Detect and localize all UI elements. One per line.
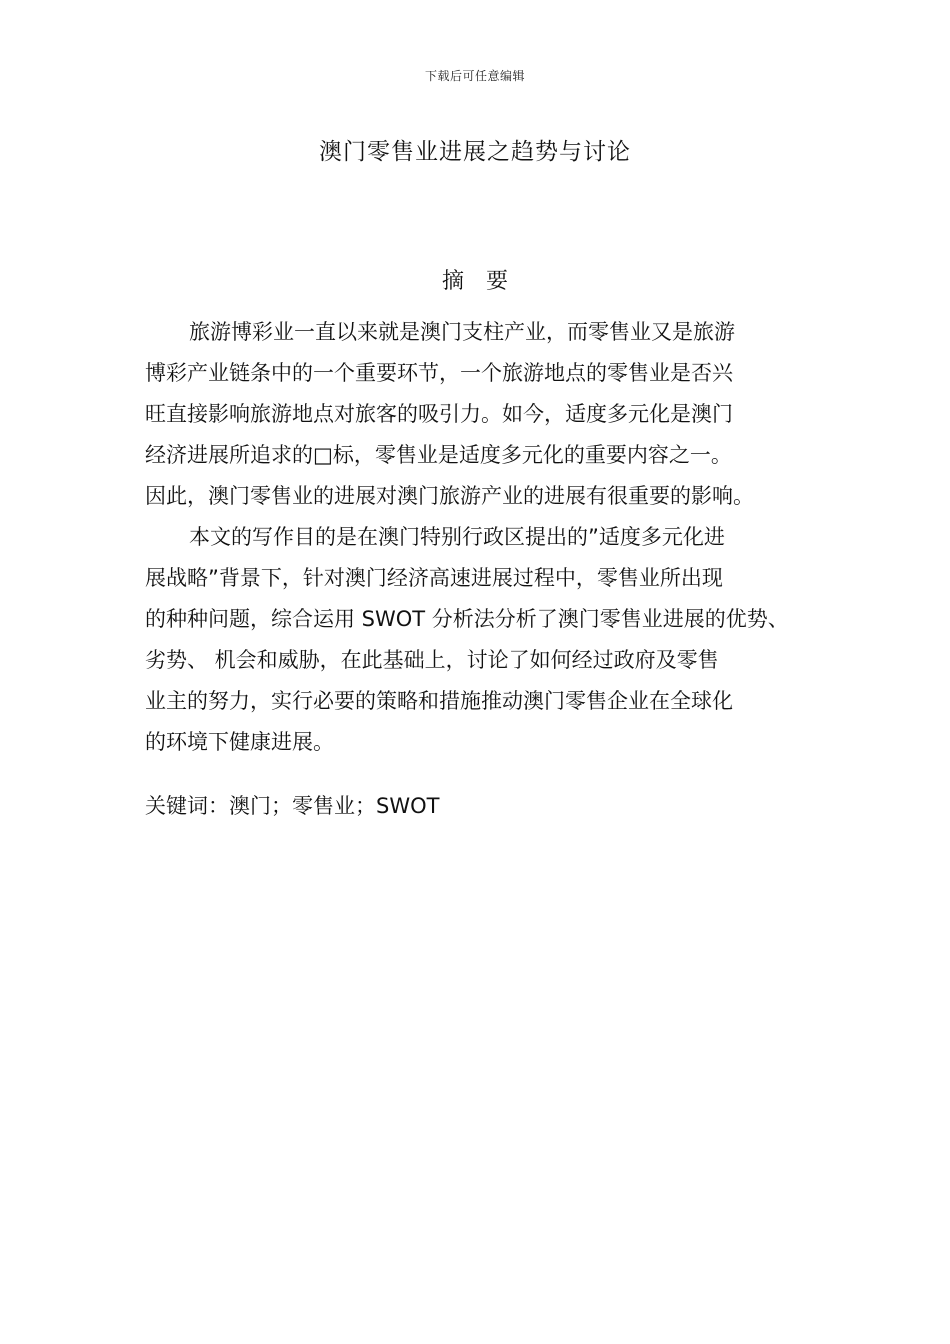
keywords-line: 关键词：澳门；零售业；SWOT	[145, 794, 440, 818]
document-title: 澳门零售业进展之趋势与讨论	[319, 139, 631, 165]
paragraph-2-line-2: 展战略”背景下，针对澳门经济高速进展过程中，零售业所出现	[145, 566, 723, 590]
abstract-heading: 摘要	[441, 269, 530, 294]
header-note: 下载后可任意编辑	[424, 69, 525, 83]
paragraph-1-line-2: 博彩产业链条中的一个重要环节，一个旅游地点的零售业是否兴	[145, 361, 733, 385]
paragraph-1-line-1: 旅游博彩业一直以来就是澳门支柱产业，而零售业又是旅游	[189, 320, 735, 344]
paragraph-2-line-5: 业主的努力，实行必要的策略和措施推动澳门零售企业在全球化	[145, 689, 733, 713]
paragraph-2-line-3: 的种种问题，综合运用 SWOT 分析法分析了澳门零售业进展的优势、	[145, 607, 789, 631]
abstract-body	[145, 314, 825, 765]
paragraph-2-line-1: 本文的写作目的是在澳门特别行政区提出的”适度多元化进	[189, 525, 725, 549]
paragraph-2-line-6: 的环境下健康进展。	[145, 730, 334, 754]
paragraph-1-line-4: 经济进展所追求的□标，零售业是适度多元化的重要内容之一。	[145, 443, 732, 467]
paragraph-2-line-4: 劣势、 机会和威胁，在此基础上，讨论了如何经过政府及零售	[145, 648, 719, 672]
paragraph-1-line-5: 因此，澳门零售业的进展对澳门旅游产业的进展有很重要的影响。	[145, 484, 754, 508]
paragraph-1-line-3: 旺直接影响旅游地点对旅客的吸引力。如今，适度多元化是澳门	[145, 402, 733, 426]
